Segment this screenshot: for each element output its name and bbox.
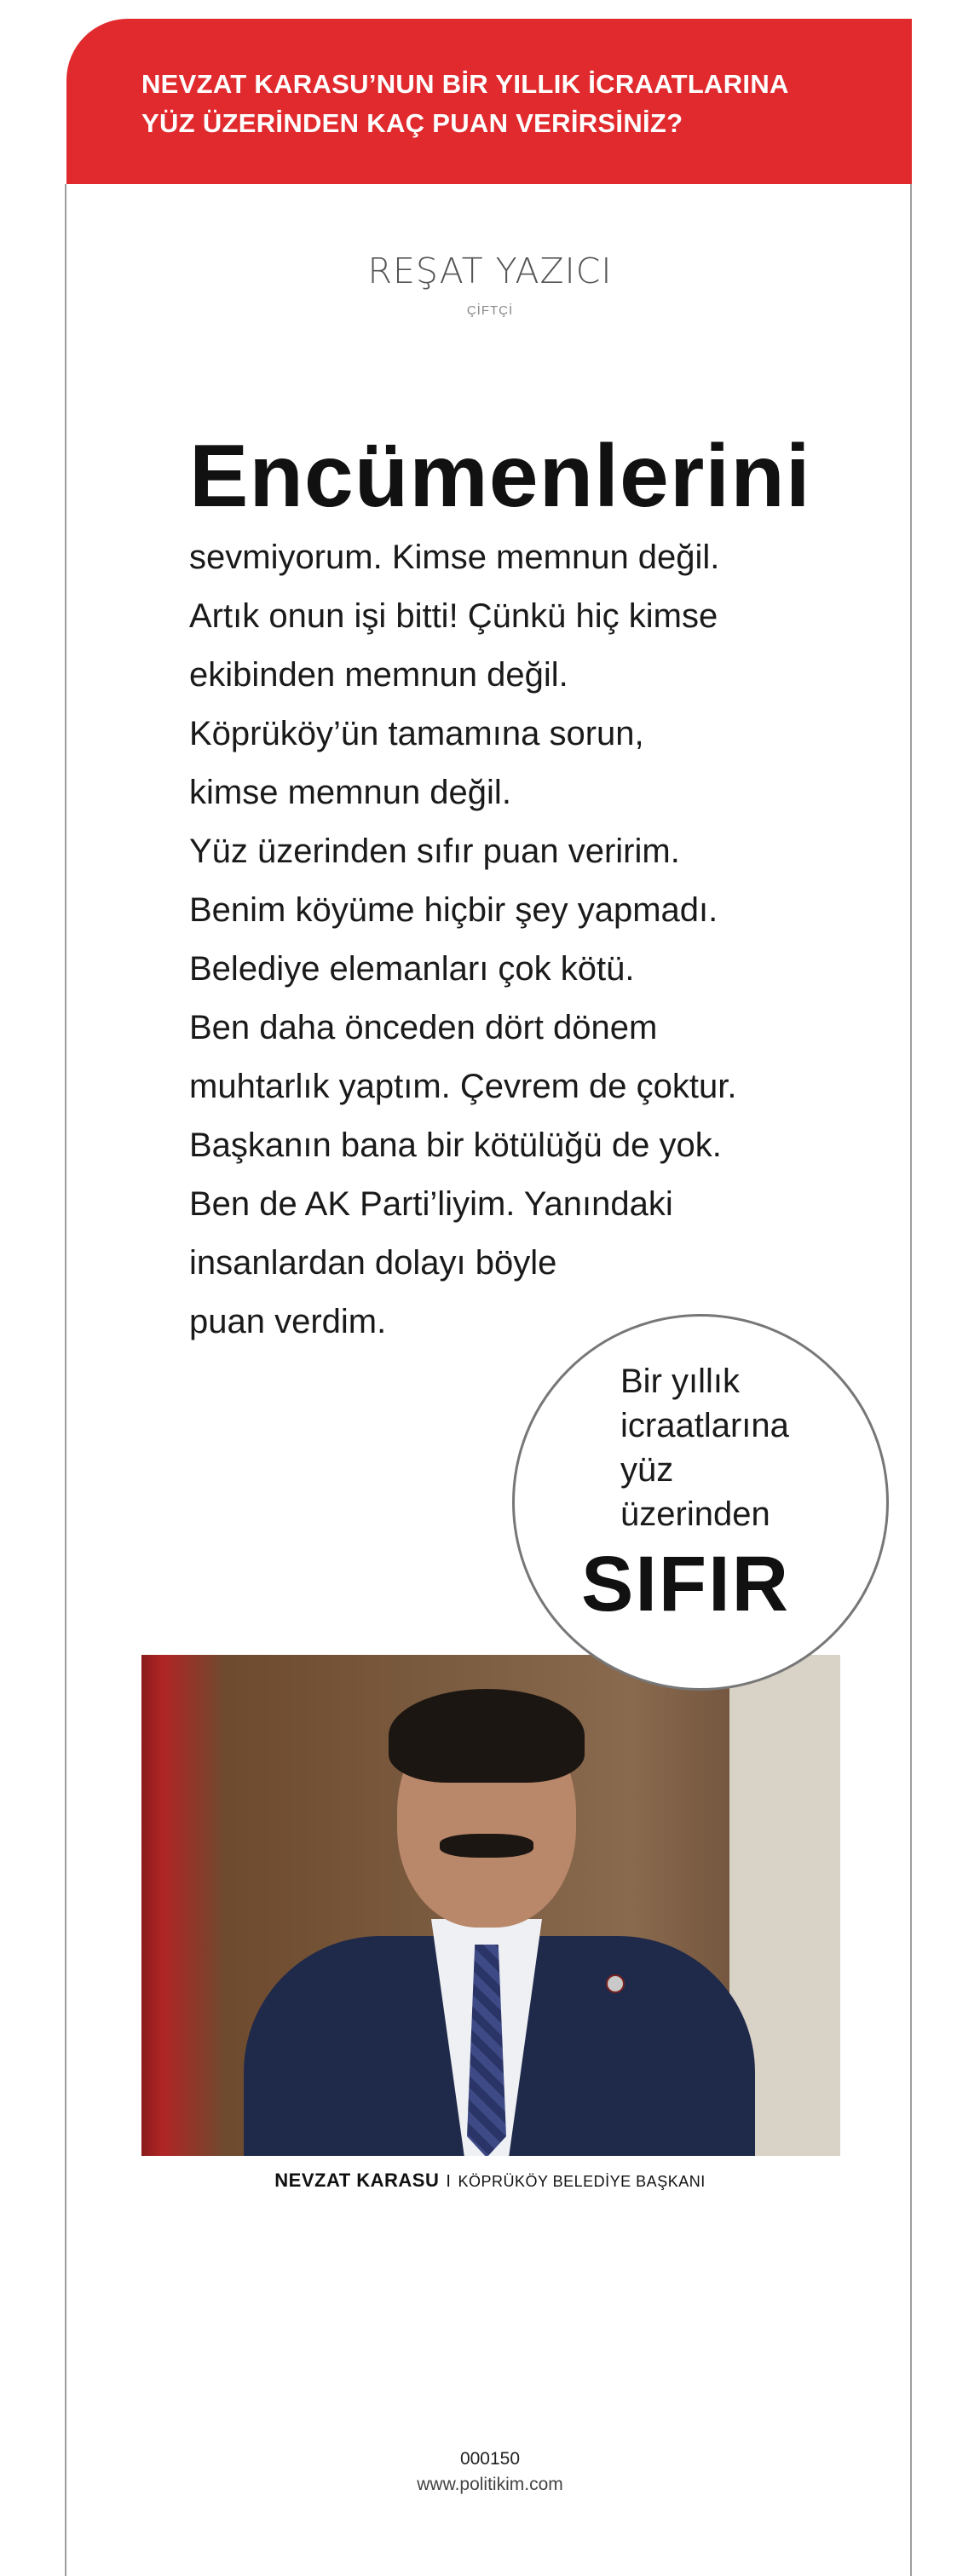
circle-line: Bir yıllık <box>620 1363 740 1400</box>
body-line: insanlardan dolayı böyle <box>189 1244 557 1282</box>
author-role: ÇİFTÇİ <box>466 303 514 318</box>
photo-hair <box>389 1689 585 1783</box>
header-line-2: YÜZ ÜZERİNDEN KAÇ PUAN VERİRSİNİZ? <box>141 108 683 138</box>
body-line: Belediye elemanları çok kötü. <box>189 950 635 988</box>
caption-separator: I <box>446 2172 452 2191</box>
caption-title: KÖPRÜKÖY BELEDİYE BAŞKANI <box>458 2173 706 2190</box>
circle-line: yüz <box>620 1451 674 1489</box>
body-line: Başkanın bana bir kötülüğü de yok. <box>189 1127 722 1164</box>
body-line: Yüz üzerinden sıfır puan veririm. <box>189 833 680 870</box>
header-banner <box>66 19 912 184</box>
photo-caption <box>0 2170 980 2192</box>
body-line: puan verdim. <box>189 1303 387 1340</box>
author-name: REŞAT YAZICI <box>367 251 613 291</box>
body-line: kimse memnun değil. <box>189 774 511 811</box>
lapel-pin-icon <box>606 1974 625 1993</box>
mayor-photo <box>141 1655 840 2156</box>
footer-website[interactable]: www.politikim.com <box>417 2475 563 2494</box>
circle-line: icraatlarına <box>620 1407 789 1444</box>
score-circle <box>512 1314 889 1691</box>
body-line: Benim köyüme hiçbir şey yapmadı. <box>189 891 718 929</box>
score-value: SIFIR <box>581 1541 791 1628</box>
article-body <box>189 528 820 1351</box>
header-line-1: NEVZAT KARASU’NUN BİR YILLIK İCRAATLARINA <box>141 69 789 99</box>
body-line: sevmiyorum. Kimse memnun değil. <box>189 539 720 576</box>
body-line: Ben daha önceden dört dönem <box>189 1009 658 1046</box>
body-line: Artık onun işi bitti! Çünkü hiç kimse <box>189 597 718 635</box>
body-line: muhtarlık yaptım. Çevrem de çoktur. <box>189 1068 737 1105</box>
caption-name: NEVZAT KARASU <box>274 2170 440 2191</box>
footer-number: 000150 <box>459 2449 521 2469</box>
article-headline: Encümenlerini <box>189 427 811 526</box>
photo-mustache <box>440 1834 533 1858</box>
body-line: Ben de AK Parti’liyim. Yanındaki <box>189 1185 673 1223</box>
body-line: ekibinden memnun değil. <box>189 656 568 694</box>
circle-line: üzerinden <box>620 1495 770 1533</box>
body-line: Köprüköy’ün tamamına sorun, <box>189 715 644 752</box>
